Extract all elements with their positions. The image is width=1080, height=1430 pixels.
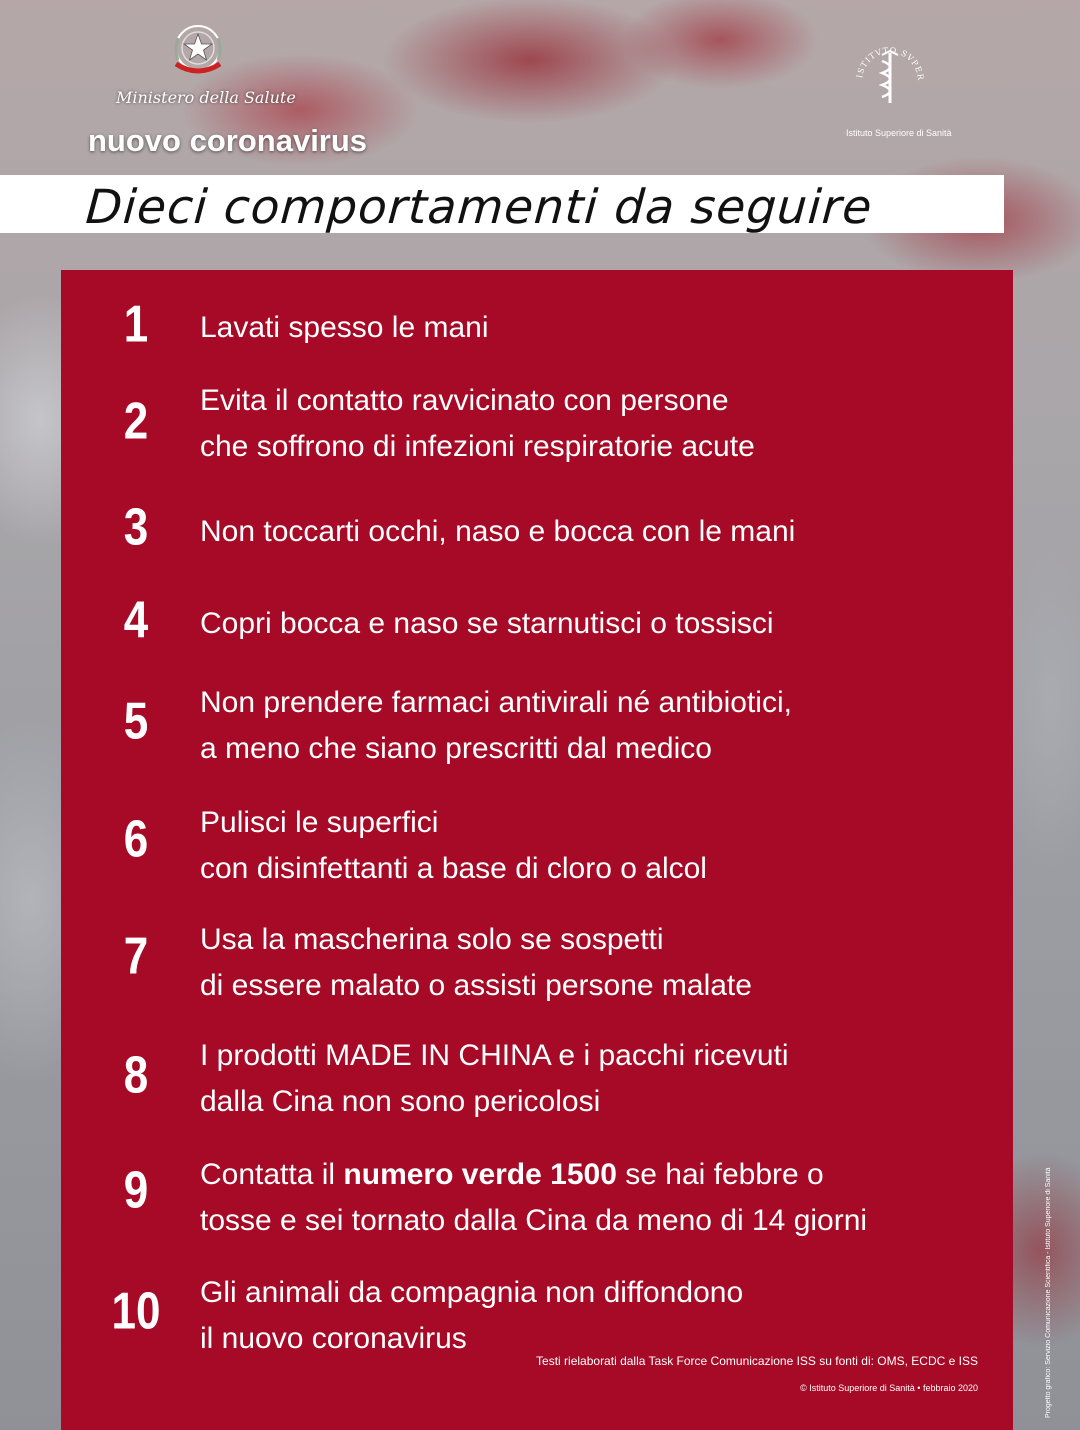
rule-text-9-post: se hai febbre o bbox=[616, 1158, 824, 1191]
iss-seal-logo bbox=[848, 35, 932, 119]
rule-number-10: 10 bbox=[111, 1282, 161, 1341]
rule-number-9: 9 bbox=[123, 1161, 149, 1220]
rule-text-3-line-1: Non toccarti occhi, naso e bocca con le mani bbox=[200, 515, 796, 548]
rule-text-9-pre: Contatta il bbox=[200, 1158, 344, 1191]
iss-caption: Istituto Superiore di Sanità bbox=[846, 128, 952, 138]
ministry-name: Ministero della Salute bbox=[116, 88, 296, 107]
page-title: Dieci comportamenti da seguire bbox=[84, 180, 875, 235]
rule-text-10-line-1: Gli animali da compagnia non diffondono bbox=[200, 1276, 744, 1309]
rule-text-1-line-1: Lavati spesso le mani bbox=[200, 311, 489, 344]
rule-number-2: 2 bbox=[123, 392, 149, 451]
rule-text-4-line-1: Copri bocca e naso se starnutisci o tossisci bbox=[200, 607, 774, 640]
design-credit-vertical: Progetto grafico: Servizio Comunicazione Scientifica - Istituto Superiore di Sanità bbox=[1045, 1167, 1052, 1418]
rule-text-5-line-1: Non prendere farmaci antivirali né antibiotici, bbox=[200, 686, 792, 719]
rule-number-5: 5 bbox=[123, 692, 149, 751]
rule-text-10-line-2: il nuovo coronavirus bbox=[200, 1322, 467, 1355]
rule-text-8-line-2: dalla Cina non sono pericolosi bbox=[200, 1085, 601, 1118]
rule-number-1: 1 bbox=[123, 295, 149, 354]
rule-number-4: 4 bbox=[123, 591, 149, 650]
rule-text-7-line-2: di essere malato o assisti persone malate bbox=[200, 969, 752, 1002]
rule-text-2-line-2: che soffrono di infezioni respiratorie acute bbox=[200, 430, 755, 463]
rule-text-7-line-1: Usa la mascherina solo se sospetti bbox=[200, 923, 664, 956]
rule-number-3: 3 bbox=[123, 498, 149, 557]
rule-text-9-line-2: tosse e sei tornato dalla Cina da meno di 14 giorni bbox=[200, 1204, 868, 1237]
rule-text-9-line-1 bbox=[200, 1152, 824, 1198]
rule-text-5-line-2: a meno che siano prescritti dal medico bbox=[200, 732, 712, 765]
rule-text-6-line-2: con disinfettanti a base di cloro o alcol bbox=[200, 852, 707, 885]
rule-text-8-line-1: I prodotti MADE IN CHINA e i pacchi ricevuti bbox=[200, 1039, 789, 1072]
rule-number-6: 6 bbox=[123, 810, 149, 869]
rule-number-8: 8 bbox=[123, 1046, 149, 1105]
sources-credit: Testi rielaborati dalla Task Force Comunicazione ISS su fonti di: OMS, ECDC e ISS bbox=[536, 1354, 978, 1368]
copyright: © Istituto Superiore di Sanità • febbraio 2020 bbox=[800, 1383, 978, 1393]
subtitle: nuovo coronavirus bbox=[88, 123, 368, 158]
italian-republic-emblem bbox=[168, 20, 228, 82]
rule-text-2-line-1: Evita il contatto ravvicinato con persone bbox=[200, 384, 729, 417]
rule-number-7: 7 bbox=[123, 927, 149, 986]
svg-text:ISTITVTO SVPERIORE DI SANITA: ISTITVTO SVPER bbox=[855, 45, 926, 82]
rule-text-6-line-1: Pulisci le superfici bbox=[200, 806, 439, 839]
toll-free-number: numero verde 1500 bbox=[343, 1158, 617, 1191]
